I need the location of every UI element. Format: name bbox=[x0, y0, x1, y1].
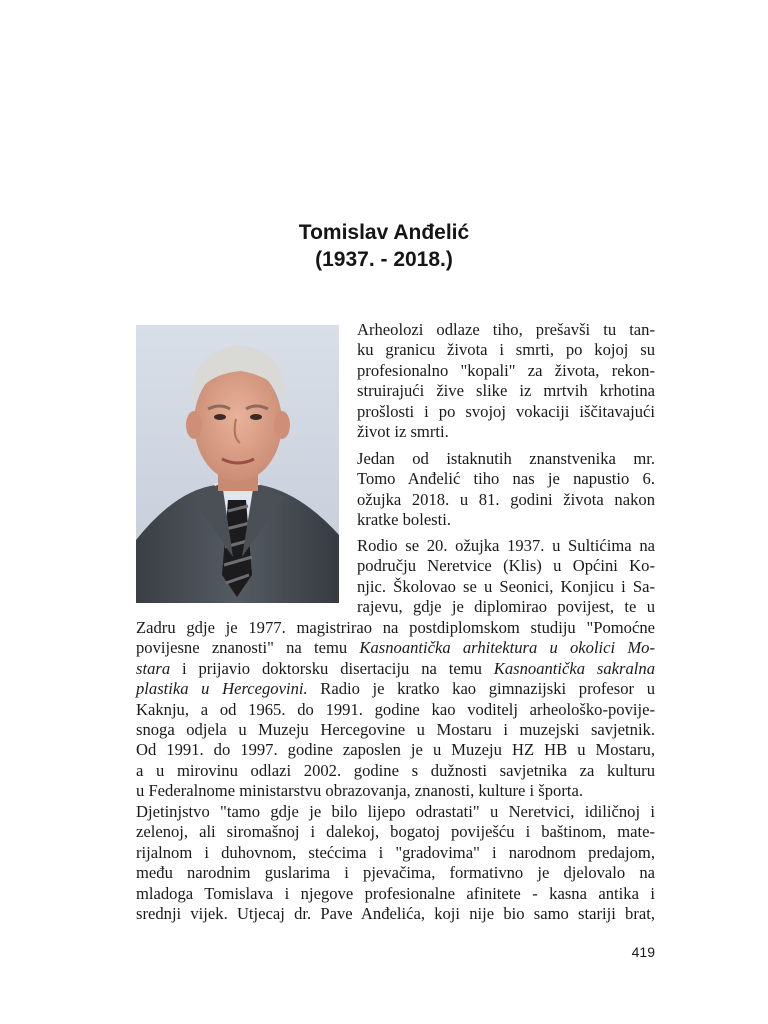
text-line: Od 1991. do 1997. godine zaposlen je u Muzeju HZ HB u Mostaru, bbox=[136, 740, 655, 760]
dissertation-title-italic: Kasnoantička sakralna bbox=[493, 658, 656, 678]
text-line: u Federalnome ministarstvu obrazovanja, znanosti, kulture i športa. bbox=[136, 781, 583, 801]
page-number: 419 bbox=[631, 944, 655, 960]
text-line: snoga odjela u Muzeju Hercegovine u Mostaru i muzejski savjetnik. bbox=[136, 720, 655, 740]
text-run: povijesne znanosti" na temu bbox=[136, 638, 360, 658]
text-line: njic. Školovao se u Seonici, Konjicu i Sa- bbox=[357, 576, 655, 596]
paragraph-biography-continued bbox=[136, 618, 655, 802]
paragraph-childhood bbox=[136, 802, 655, 924]
text-line: rajevu, gdje je diplomirao povijest, te u bbox=[357, 597, 655, 617]
title-name: Tomislav Anđelić bbox=[298, 221, 470, 244]
text-line: zelenoj, ali siromašnoj i dalekoj, bogatoj poviješću i baštinom, mate- bbox=[136, 822, 655, 842]
text-line: Djetinjstvo "tamo gdje je bilo lijepo odrastati" u Neretvici, idiličnoj i bbox=[136, 802, 655, 821]
text-line: kratke bolesti. bbox=[357, 510, 452, 530]
thesis-title-italic: stara bbox=[136, 658, 171, 678]
text-line: Kaknju, a od 1965. do 1991. godine kao voditelj arheološko-povije- bbox=[136, 699, 655, 719]
text-run: Radio je kratko kao gimnazijski profesor u bbox=[307, 679, 655, 699]
text-line: profesionalno "kopali" za života, rekon- bbox=[357, 360, 655, 380]
paragraph-biography-start bbox=[357, 536, 655, 618]
text-run: i prijavio doktorsku disertaciju na temu bbox=[170, 658, 494, 678]
article-title bbox=[0, 219, 768, 273]
dissertation-title-italic: plastika u Hercegovini. bbox=[136, 679, 308, 699]
text-line: ku granicu života i smrti, po kojoj su bbox=[357, 340, 655, 360]
text-line bbox=[136, 659, 655, 679]
text-line: život iz smrti. bbox=[357, 422, 449, 442]
text-line: prošlosti i po svojoj vokaciji iščitavajući bbox=[357, 401, 655, 421]
text-line: ožujka 2018. u 81. godini života nakon bbox=[357, 489, 655, 509]
paragraph-death bbox=[357, 449, 655, 531]
thesis-title-italic: Kasnoantička arhitektura u okolici Mo- bbox=[359, 638, 656, 658]
text-line: a u mirovinu odlazi 2002. godine s dužnosti savjetnika za kulturu bbox=[136, 760, 655, 780]
text-line: rijalnom i duhovnom, stećcima i "gradovima" i narodnom predajom, bbox=[136, 842, 655, 862]
portrait-photo bbox=[136, 325, 339, 603]
text-line: struirajući žive slike iz mrtvih krhotina bbox=[357, 381, 655, 401]
title-years: (1937. - 2018.) bbox=[315, 248, 453, 271]
text-line: mladoga Tomislava i njegove profesionalne afinitete - kasna antika i bbox=[136, 883, 655, 903]
paragraph-intro bbox=[357, 320, 655, 442]
text-line: Tomo Anđelić tiho nas je napustio 6. bbox=[357, 469, 655, 489]
text-line bbox=[136, 679, 655, 699]
text-line: Rodio se 20. ožujka 1937. u Sultićima na bbox=[357, 536, 655, 555]
text-line: srednji vijek. Utjecaj dr. Pave Anđelića, koji nije bio samo stariji brat, bbox=[136, 904, 655, 924]
text-line: među narodnim guslarima i pjevačima, formativno je djelovalo na bbox=[136, 863, 655, 883]
text-line: području Neretvice (Klis) u Općini Ko- bbox=[357, 556, 655, 576]
text-line: Zadru gdje je 1977. magistrirao na postdiplomskom studiju "Pomoćne bbox=[136, 618, 655, 637]
text-line: Arheolozi odlaze tiho, prešavši tu tan- bbox=[357, 320, 655, 339]
text-line bbox=[136, 638, 655, 658]
text-line: Jedan od istaknutih znanstvenika mr. bbox=[357, 449, 655, 468]
